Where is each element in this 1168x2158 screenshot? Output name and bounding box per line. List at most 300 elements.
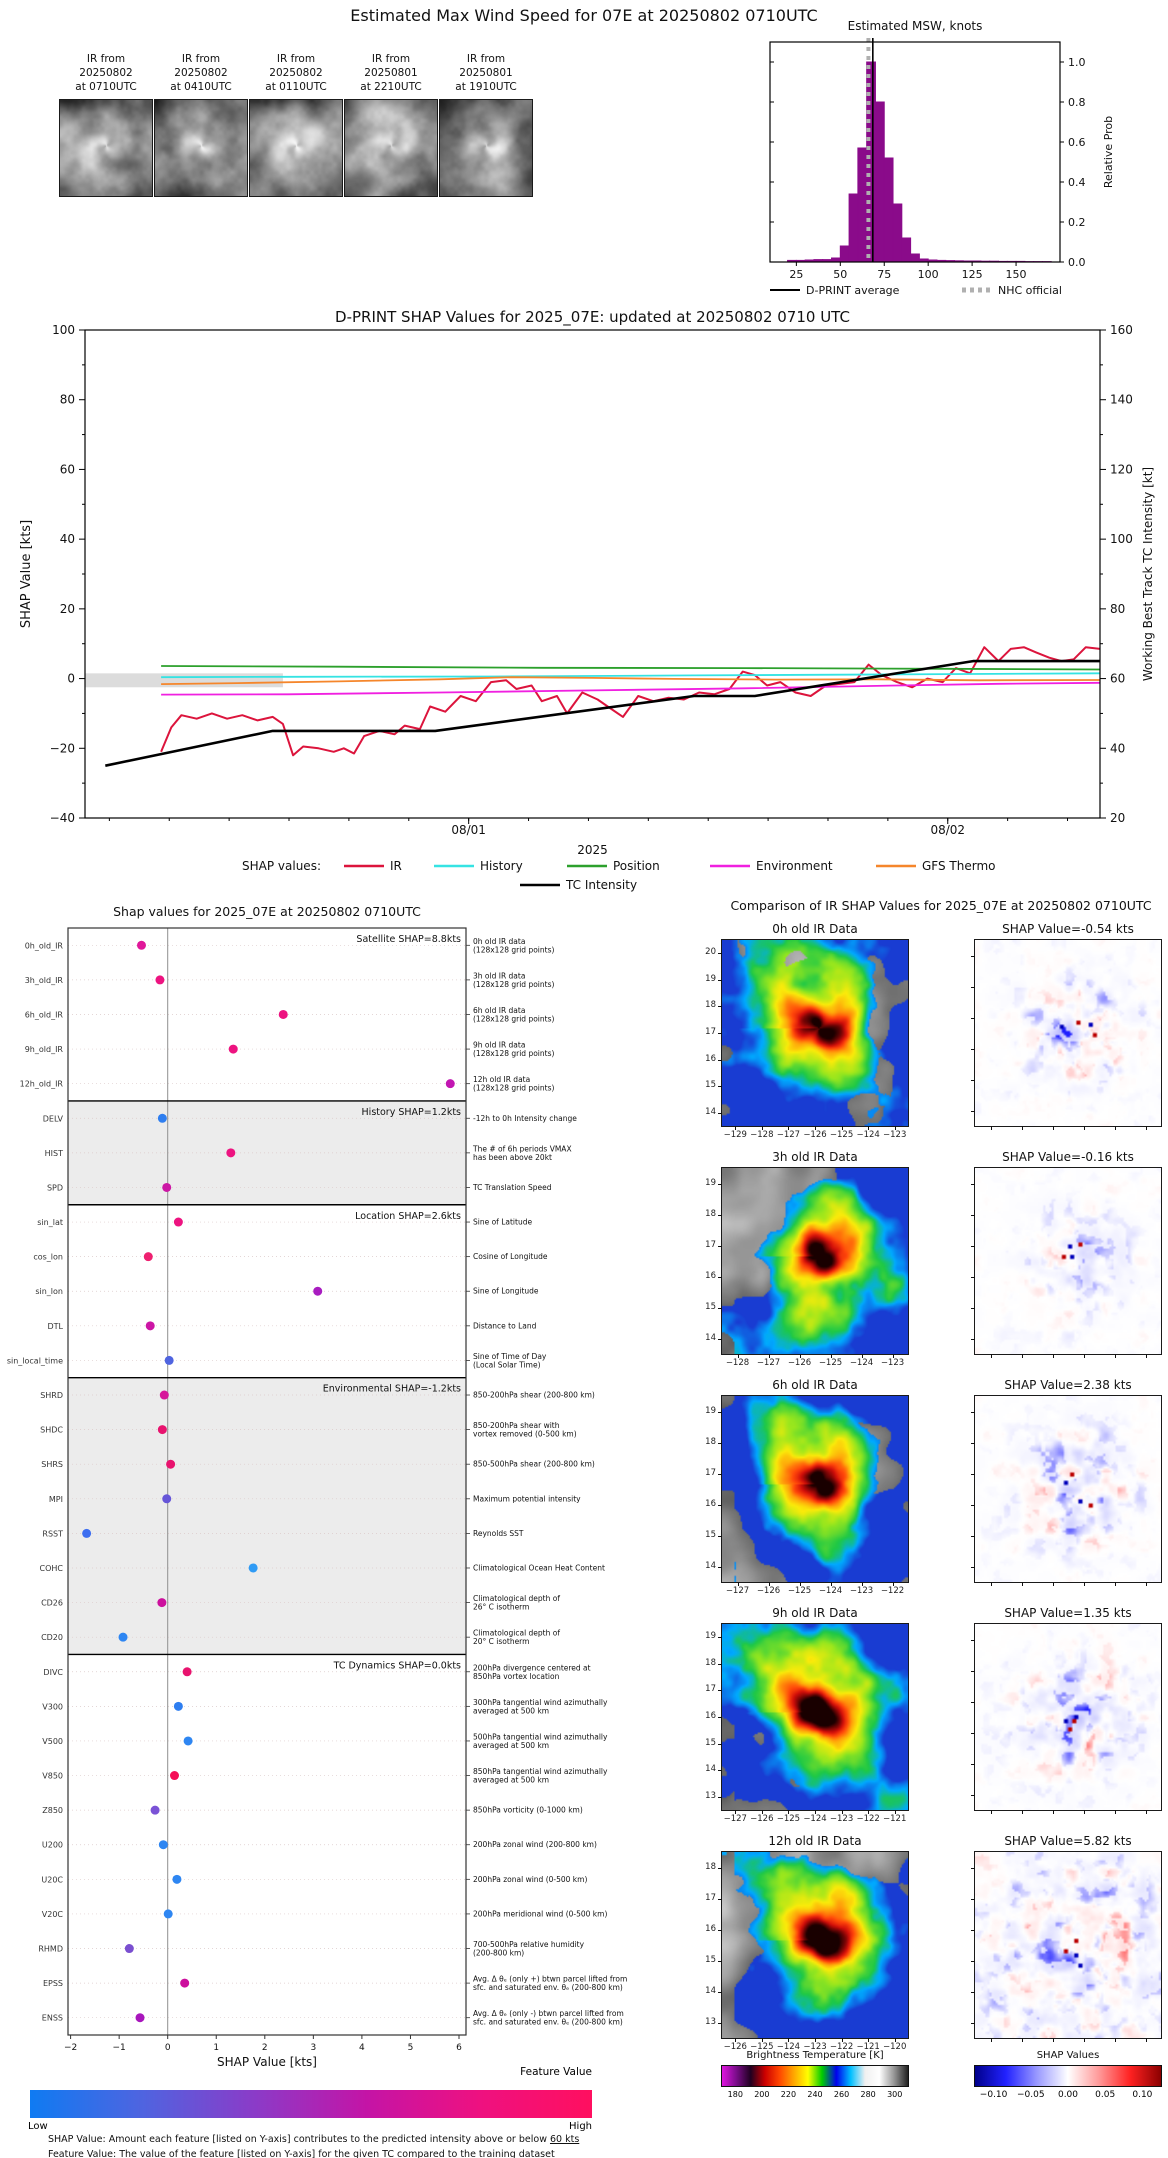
feature-value-low-label: Low: [28, 2121, 48, 2132]
shap-x-tick-mark: [1146, 1126, 1147, 1130]
y-tick-left-label: −40: [49, 811, 75, 825]
shap-dot-CD26: [157, 1598, 166, 1607]
ir-x-tick-mark: [893, 1354, 894, 1358]
ir-x-tick-mark: [895, 2038, 896, 2042]
ir-x-tick-mark: [862, 1582, 863, 1586]
feature-desc: (128x128 grid points): [473, 945, 555, 955]
shap-y-tick-mark: [971, 1474, 975, 1475]
x-tick-label: 4: [359, 2043, 365, 2053]
x-tick-label: 2: [261, 2043, 268, 2053]
feature-label: EPSS: [42, 1979, 63, 1989]
x-tick-label: 50: [833, 268, 848, 281]
feature-desc: Climatological depth of: [473, 1628, 560, 1638]
histogram-bar: [893, 204, 902, 262]
ir-y-tick-label: 17: [705, 1892, 716, 1903]
shap-dot-EPSS: [180, 1979, 189, 1988]
shap-dot-SHRS: [166, 1460, 175, 1469]
footnote-shap-value-text: SHAP Value: Amount each feature [listed on Y-axis] contributes to the predicted intensity above or below: [48, 2134, 550, 2145]
section-header-label: History SHAP=1.2kts: [361, 1106, 461, 1118]
shap-colorbar-tick-label: −0.05: [1017, 2090, 1045, 2100]
ir-data-title: 3h old IR Data: [772, 1150, 858, 1164]
bt-colorbar-tick-label: 180: [727, 2090, 743, 2099]
shap-dot-V850: [170, 1771, 179, 1780]
x-tick-label: 75: [877, 268, 892, 281]
shap-dot-ENSS: [136, 2013, 145, 2022]
ir-x-tick-mark: [800, 1582, 801, 1586]
feature-desc: Reynolds SST: [473, 1528, 524, 1538]
shap-y-tick-mark: [971, 1339, 975, 1340]
feature-label: U200: [41, 1840, 63, 1850]
ir-x-tick-mark: [868, 1810, 869, 1814]
ir-x-tick-label: −125: [787, 1586, 812, 1596]
ir-thumb-caption-line: at 2210UTC: [360, 81, 422, 93]
shap-x-tick-mark: [991, 1126, 992, 1130]
series-position: [161, 666, 1100, 670]
shap-y-tick-mark: [971, 987, 975, 988]
feature-desc: (128x128 grid points): [473, 1014, 555, 1024]
shap-x-tick-mark: [991, 1810, 992, 1814]
ir-x-tick-label: −125: [818, 1358, 843, 1368]
ir-thumb-caption-line: IR from: [371, 53, 411, 65]
shap-dot-DIVC: [183, 1667, 192, 1676]
shap-y-tick-mark: [971, 1992, 975, 1993]
ir-data-title: 9h old IR Data: [772, 1606, 858, 1620]
bt-colorbar-tick-label: 200: [754, 2090, 770, 2099]
feature-desc: TC Translation Speed: [473, 1182, 552, 1192]
shap-dot-0h_old_IR: [137, 941, 146, 950]
feature-label: U20C: [41, 1875, 63, 1885]
x-axis-year-label: 2025: [577, 843, 608, 857]
x-tick-label: 0: [164, 2043, 171, 2053]
shap-dot-sin_local_time: [165, 1356, 174, 1365]
shap-y-tick-mark: [971, 1412, 975, 1413]
ir-x-tick-label: −127: [776, 1130, 801, 1140]
ir-x-tick-mark: [788, 2038, 789, 2042]
ir-x-tick-mark: [762, 1810, 763, 1814]
ir-y-tick-label: 18: [705, 1000, 716, 1011]
dotplot-title: Shap values for 2025_07E at 20250802 0710UTC: [113, 904, 421, 919]
shap-x-tick-mark: [1084, 1582, 1085, 1586]
feature-label: MPI: [48, 1494, 63, 1504]
ir-y-tick-mark: [718, 1797, 722, 1798]
shap-map-image: [975, 1168, 1161, 1354]
shap-x-tick-mark: [991, 2038, 992, 2042]
feature-desc: 26° C isotherm: [473, 1602, 530, 1612]
ir-x-tick-mark: [842, 1126, 843, 1130]
ir-x-tick-mark: [862, 1354, 863, 1358]
ir-x-tick-label: −121: [883, 1814, 907, 1824]
bt-colorbar-title: Brightness Temperature [K]: [746, 2050, 884, 2061]
ir-y-tick-label: 20: [705, 947, 716, 958]
feature-label: SPD: [46, 1183, 63, 1193]
feature-desc: 850hPa vorticity (0-1000 km): [473, 1805, 583, 1815]
y-tick-label: 0.0: [1068, 256, 1086, 269]
shap-x-tick-mark: [1053, 2038, 1054, 2042]
shap-x-tick-mark: [1146, 1582, 1147, 1586]
feature-desc: 850-500hPa shear (200-800 km): [473, 1459, 595, 1469]
feature-desc: (128x128 grid points): [473, 1083, 555, 1093]
ir-x-tick-mark: [831, 1354, 832, 1358]
ir-data-image: [722, 1852, 908, 2038]
ir-y-tick-label: 19: [705, 973, 716, 984]
ir-y-tick-label: 13: [705, 2016, 716, 2027]
legend-nhc-label: NHC official: [998, 284, 1062, 297]
shap-x-tick-mark: [1084, 1126, 1085, 1130]
shap-y-tick-mark: [971, 1567, 975, 1568]
dotplot-xlabel: SHAP Value [kts]: [217, 2055, 317, 2069]
shap-y-tick-mark: [971, 1277, 975, 1278]
ir-x-tick-label: −121: [856, 2042, 880, 2052]
ir-x-tick-label: −124: [803, 1814, 827, 1824]
shap-x-tick-mark: [1115, 1810, 1116, 1814]
feature-desc: has been above 20kt: [473, 1152, 552, 1162]
feature-label: COHC: [39, 1563, 63, 1573]
shap-dot-RSST: [82, 1529, 91, 1538]
x-tick-label: −1: [112, 2043, 126, 2053]
ir-thumb-caption-line: 20250801: [364, 67, 418, 79]
feature-label: DIVC: [43, 1667, 63, 1677]
feature-desc: -12h to 0h Intensity change: [473, 1113, 577, 1123]
feature-label: sin_lat: [37, 1218, 63, 1228]
feature-desc: Sine of Longitude: [473, 1286, 539, 1296]
shap-y-tick-mark: [971, 1764, 975, 1765]
ir-y-tick-label: 18: [705, 1436, 716, 1447]
feature-desc: 0h old IR data: [473, 936, 526, 946]
ir-y-tick-mark: [718, 1339, 722, 1340]
shap-feature-dotplot: [0, 900, 660, 2158]
shap-y-tick-mark: [971, 2023, 975, 2024]
legend-label-ir: IR: [390, 859, 402, 873]
ir-y-tick-label: 19: [705, 1177, 716, 1188]
shap-dot-HIST: [226, 1148, 235, 1157]
feature-label: Z850: [42, 1806, 63, 1816]
x-tick-label: 25: [789, 268, 804, 281]
shap-y-tick-mark: [971, 1215, 975, 1216]
feature-desc: (Local Solar Time): [473, 1360, 541, 1370]
bt-colorbar-tick-label: 300: [887, 2090, 903, 2099]
shap-x-tick-mark: [1115, 2038, 1116, 2042]
ir-x-tick-label: −124: [818, 1586, 843, 1596]
shap-colorbar-tick-label: 0.00: [1057, 2090, 1079, 2100]
legend-dprint-label: D-PRINT average: [806, 284, 900, 297]
histogram-bar: [902, 238, 911, 262]
shap-y-tick-mark: [971, 1795, 975, 1796]
feature-desc: 700-500hPa relative humidity: [473, 1940, 585, 1950]
y-tick-label: 0.2: [1068, 216, 1086, 229]
ir-y-tick-mark: [718, 1215, 722, 1216]
shap-dot-3h_old_IR: [155, 975, 164, 984]
x-tick-label: 08/01: [451, 823, 486, 837]
series-environment: [161, 683, 1100, 695]
ir-x-tick-label: −124: [776, 2042, 801, 2052]
shap-y-tick-mark: [971, 1961, 975, 1962]
histogram-bar: [858, 148, 867, 262]
feature-label: sin_lon: [35, 1287, 63, 1297]
shap-x-tick-mark: [1084, 1810, 1085, 1814]
section-header-label: Satellite SHAP=8.8kts: [356, 934, 461, 945]
series-gfs-thermo: [161, 677, 1100, 684]
shap-x-tick-mark: [1053, 1810, 1054, 1814]
shap-x-tick-mark: [1022, 1354, 1023, 1358]
shap-dot-Z850: [151, 1806, 160, 1815]
shap-dot-V300: [174, 1702, 183, 1711]
shap-dot-sin_lon: [313, 1287, 322, 1296]
ir-x-tick-mark: [738, 1354, 739, 1358]
shap-map-title: SHAP Value=-0.54 kts: [1002, 922, 1134, 936]
shap-x-tick-mark: [1146, 1354, 1147, 1358]
ylabel-left: SHAP Value [kts]: [19, 519, 34, 629]
shap-dot-CD20: [119, 1633, 128, 1642]
feature-label: V500: [42, 1736, 63, 1746]
section-shading: [68, 1378, 466, 1655]
feature-desc: Sine of Latitude: [473, 1217, 533, 1227]
ir-y-tick-label: 19: [705, 1631, 716, 1642]
ir-data-image: [722, 1396, 908, 1582]
feature-value-colorbar: [30, 2090, 592, 2118]
shap-y-tick-mark: [971, 1018, 975, 1019]
shap-y-tick-mark: [971, 1868, 975, 1869]
ir-thumb-caption-line: at 0110UTC: [265, 81, 327, 93]
ir-x-tick-label: −126: [750, 1814, 774, 1824]
ir-x-tick-label: −123: [849, 1586, 874, 1596]
ir-data-image: [722, 1624, 908, 1810]
feature-desc: 200hPa meridional wind (0-500 km): [473, 1909, 608, 1919]
feature-desc: Avg. Δ θₑ (only +) btwn parcel lifted from: [473, 1974, 628, 1984]
shap-y-tick-mark: [971, 1184, 975, 1185]
ir-data-image: [722, 940, 908, 1126]
shap-y-tick-mark: [971, 1702, 975, 1703]
ir-y-tick-mark: [718, 1899, 722, 1900]
ir-y-tick-label: 15: [705, 1529, 716, 1540]
ir-x-tick-mark: [800, 1354, 801, 1358]
ir-y-tick-mark: [718, 1930, 722, 1931]
ir-y-tick-mark: [718, 953, 722, 954]
feature-label: cos_lon: [33, 1252, 63, 1262]
shap-dot-SHRD: [160, 1391, 169, 1400]
ir-x-tick-mark: [815, 1126, 816, 1130]
feature-label: HIST: [44, 1148, 63, 1158]
ir-x-tick-label: −127: [725, 1586, 750, 1596]
feature-desc: 300hPa tangential wind azimuthally: [473, 1697, 608, 1707]
ir-thumb-caption-line: IR from: [466, 53, 506, 65]
feature-label: SHRD: [40, 1391, 63, 1401]
shap-dot-V500: [184, 1736, 193, 1745]
timeseries-title: D-PRINT SHAP Values for 2025_07E: updated at 20250802 0710 UTC: [335, 308, 850, 326]
figure-suptitle: Estimated Max Wind Speed for 07E at 20250802 0710UTC: [350, 6, 818, 25]
ir-x-tick-mark: [868, 2038, 869, 2042]
shap-y-tick-mark: [971, 1111, 975, 1112]
shap-x-tick-mark: [1146, 1810, 1147, 1814]
shap-y-tick-mark: [971, 1733, 975, 1734]
bt-colorbar-tick-label: 280: [860, 2090, 876, 2099]
ir-x-tick-mark: [735, 2038, 736, 2042]
ir-x-tick-label: −123: [880, 1358, 905, 1368]
ir-y-tick-label: 19: [705, 1405, 716, 1416]
shap-y-tick-mark: [971, 956, 975, 957]
ir-y-tick-label: 15: [705, 1301, 716, 1312]
feature-desc: 850-200hPa shear with: [473, 1421, 560, 1431]
y-tick-right-label: 120: [1110, 462, 1133, 477]
ir-y-tick-mark: [718, 1443, 722, 1444]
ir-thumb-caption-line: at 0710UTC: [75, 81, 137, 93]
histogram-title: Estimated MSW, knots: [847, 19, 983, 33]
feature-desc: 200hPa zonal wind (0-500 km): [473, 1874, 588, 1884]
feature-desc: Climatological Ocean Heat Content: [473, 1563, 605, 1573]
ir-data-image: [722, 1168, 908, 1354]
ir-y-tick-mark: [718, 1086, 722, 1087]
zero-band: [85, 673, 283, 687]
legend-label-history: History: [480, 859, 523, 873]
section-header-label: Location SHAP=2.6kts: [355, 1210, 461, 1222]
feature-label: 9h_old_IR: [24, 1045, 63, 1055]
feature-desc: Cosine of Longitude: [473, 1252, 548, 1262]
feature-label: SHRS: [41, 1460, 63, 1470]
y-tick-left-label: 0: [67, 671, 75, 686]
shap-map-image: [975, 1624, 1161, 1810]
x-tick-label: 125: [961, 268, 983, 281]
shap-x-tick-mark: [991, 1582, 992, 1586]
ir-x-tick-mark: [893, 1582, 894, 1586]
ir-x-tick-mark: [735, 1126, 736, 1130]
y-tick-right-label: 20: [1110, 811, 1126, 825]
feature-desc: averaged at 500 km: [473, 1706, 550, 1716]
y-tick-label: 0.6: [1068, 136, 1086, 149]
shap-y-tick-mark: [971, 1049, 975, 1050]
shap-dot-9h_old_IR: [229, 1045, 238, 1054]
feature-label: 6h_old_IR: [24, 1010, 63, 1020]
ir-y-tick-mark: [718, 1033, 722, 1034]
ir-y-tick-mark: [718, 1664, 722, 1665]
shap-dot-sin_lat: [174, 1218, 183, 1227]
ir-y-tick-mark: [718, 1184, 722, 1185]
ir-x-tick-label: −124: [856, 1130, 880, 1140]
ir-data-title: 12h old IR Data: [768, 1834, 862, 1848]
bt-colorbar-tick-label: 240: [807, 2090, 823, 2099]
ir-y-tick-mark: [718, 1868, 722, 1869]
shap-map-title: SHAP Value=1.35 kts: [1004, 1606, 1132, 1620]
x-tick-label: 1: [213, 2043, 220, 2053]
timeseries-frame: [85, 330, 1100, 818]
shap-y-tick-mark: [971, 1536, 975, 1537]
feature-desc: (128x128 grid points): [473, 979, 555, 989]
y-tick-label: 1.0: [1068, 56, 1086, 69]
ir-x-tick-mark: [895, 1810, 896, 1814]
y-tick-right-label: 160: [1110, 323, 1133, 337]
ir-x-tick-label: −122: [880, 1586, 905, 1596]
shap-dot-12h_old_IR: [446, 1079, 455, 1088]
ir-y-tick-mark: [718, 1961, 722, 1962]
feature-desc: 200hPa divergence centered at: [473, 1663, 591, 1673]
ir-y-tick-mark: [718, 1474, 722, 1475]
ir-x-tick-label: −129: [723, 1130, 747, 1140]
ir-x-tick-mark: [842, 1810, 843, 1814]
comparison-panel-title: Comparison of IR SHAP Values for 2025_07E at 20250802 0710UTC: [730, 898, 1152, 913]
shap-x-tick-mark: [1115, 1354, 1116, 1358]
shap-x-tick-mark: [1053, 1354, 1054, 1358]
feature-label: RHMD: [38, 1944, 63, 1954]
ir-y-tick-label: 17: [705, 1027, 716, 1037]
shap-x-tick-mark: [1053, 1582, 1054, 1586]
ir-x-tick-label: −125: [750, 2042, 774, 2052]
ir-x-tick-label: −126: [803, 1130, 827, 1140]
ir-x-tick-label: −123: [829, 1814, 854, 1824]
legend-label-tc-intensity: TC Intensity: [566, 878, 638, 892]
shap-dot-RHMD: [125, 1944, 134, 1953]
ir-x-tick-mark: [815, 1810, 816, 1814]
feature-desc: averaged at 500 km: [473, 1740, 550, 1750]
shap-x-tick-mark: [1146, 2038, 1147, 2042]
bt-colorbar: [722, 2066, 908, 2086]
x-tick-label: 3: [310, 2043, 317, 2053]
shap-colorbar-tick-label: −0.10: [979, 2090, 1008, 2100]
histogram-bar: [832, 258, 841, 262]
shap-y-tick-mark: [971, 1640, 975, 1641]
ir-y-tick-label: 14: [705, 1332, 716, 1343]
ir-x-tick-mark: [831, 1582, 832, 1586]
shap-y-tick-mark: [971, 1443, 975, 1444]
ir-x-tick-label: −128: [725, 1358, 750, 1368]
shap-map-title: SHAP Value=5.82 kts: [1004, 1834, 1132, 1848]
ir-x-tick-mark: [788, 1126, 789, 1130]
histogram-bar: [840, 246, 849, 262]
feature-label: ENSS: [41, 2013, 63, 2023]
ir-x-tick-label: −122: [856, 1814, 880, 1824]
ir-x-tick-mark: [762, 2038, 763, 2042]
shap-map-title: SHAP Value=2.38 kts: [1004, 1378, 1132, 1392]
ir-thumb-caption-line: at 0410UTC: [170, 81, 232, 93]
y-tick-left-label: 20: [59, 601, 75, 616]
shap-x-tick-mark: [1022, 2038, 1023, 2042]
ir-y-tick-mark: [718, 1744, 722, 1745]
shap-colorbar: [975, 2066, 1161, 2086]
ir-data-title: 6h old IR Data: [772, 1378, 858, 1392]
shap-dot-COHC: [249, 1563, 258, 1572]
ir-x-tick-mark: [735, 1810, 736, 1814]
ir-y-tick-label: 17: [705, 1467, 716, 1478]
y-tick-right-label: 140: [1110, 392, 1133, 407]
ir-x-tick-label: −126: [787, 1358, 812, 1368]
shap-x-tick-mark: [1022, 1582, 1023, 1586]
shap-dot-SHDC: [158, 1425, 167, 1434]
ir-y-tick-mark: [718, 1690, 722, 1691]
shap-colorbar-title: SHAP Values: [1036, 2050, 1100, 2061]
shap-colorbar-tick-label: 0.10: [1132, 2090, 1153, 2100]
feature-label: V850: [42, 1771, 63, 1781]
ir-y-tick-label: 15: [705, 1737, 716, 1748]
ir-y-tick-mark: [718, 1717, 722, 1718]
feature-desc: (128x128 grid points): [473, 1049, 555, 1059]
ir-y-tick-label: 13: [705, 1790, 716, 1801]
feature-desc: 850-200hPa shear (200-800 km): [473, 1390, 595, 1400]
ir-x-tick-label: −122: [829, 2042, 854, 2052]
ir-thumb-caption-line: at 1910UTC: [455, 81, 517, 93]
ir-x-tick-mark: [788, 1810, 789, 1814]
ir-y-tick-mark: [718, 1536, 722, 1537]
y-tick-label: 0.8: [1068, 96, 1086, 109]
ir-x-tick-label: −120: [883, 2042, 907, 2052]
ir-y-tick-label: 18: [705, 1861, 716, 1872]
feature-desc: sfc. and saturated env. θₑ (200-800 km): [473, 2017, 623, 2027]
ir-x-tick-label: −126: [723, 2042, 747, 2052]
x-tick-label: 5: [407, 2043, 414, 2053]
shap-dot-SPD: [162, 1183, 171, 1192]
shap-map-image: [975, 940, 1161, 1126]
ir-x-tick-mark: [769, 1582, 770, 1586]
shap-x-tick-mark: [1022, 1810, 1023, 1814]
feature-desc: (200-800 km): [473, 1948, 525, 1958]
ir-x-tick-label: −124: [849, 1358, 874, 1368]
shap-map-image: [975, 1852, 1161, 2038]
